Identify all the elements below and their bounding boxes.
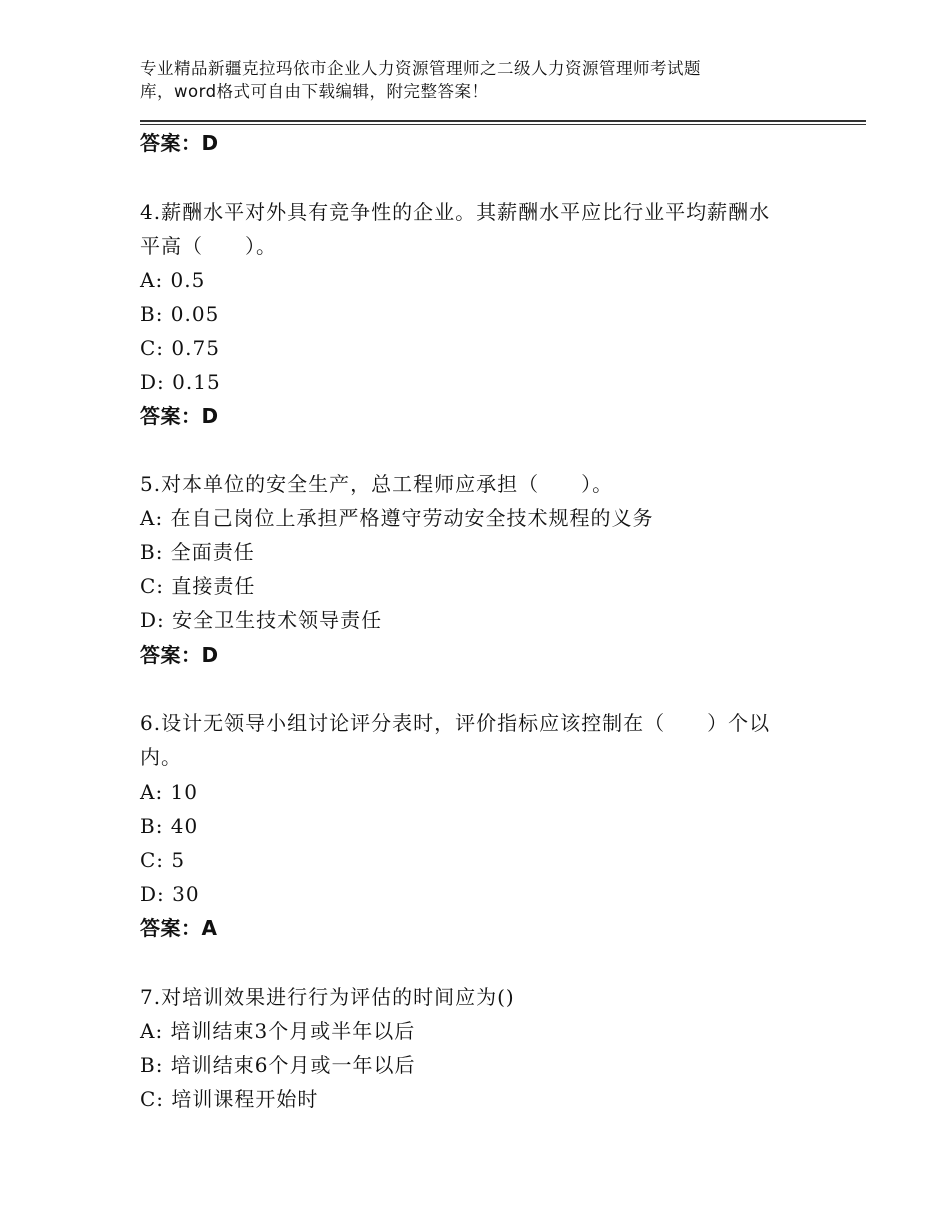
option-b: B: 0.05 (140, 302, 220, 326)
option-b: B: 全面责任 (140, 540, 255, 564)
question-stem: 7.对培训效果进行行为评估的时间应为() (140, 985, 515, 1009)
header-line-1: 专业精品新疆克拉玛依市企业人力资源管理师之二级人力资源管理师考试题 (140, 59, 701, 78)
document-header (140, 57, 840, 103)
answer-label: 答案：D (140, 643, 219, 667)
header-line-2: 库，word格式可自由下载编辑，附完整答案！ (140, 82, 489, 101)
header-rule-thin (140, 124, 866, 125)
question-stem: 平高（ ）。 (140, 234, 277, 258)
option-c: C: 0.75 (140, 336, 220, 360)
option-c: C: 5 (140, 848, 186, 872)
question-stem: 5.对本单位的安全生产，总工程师应承担（ ）。 (140, 472, 614, 496)
option-a: A: 培训结束3个月或半年以后 (140, 1019, 416, 1043)
answer-label: 答案：A (140, 916, 218, 940)
option-b: B: 培训结束6个月或一年以后 (140, 1053, 416, 1077)
question-stem: 6.设计无领导小组讨论评分表时，评价指标应该控制在（ ）个以 (140, 711, 771, 735)
option-d: D: 0.15 (140, 370, 221, 394)
option-d: D: 30 (140, 882, 200, 906)
answer-label: 答案：D (140, 131, 219, 155)
question-stem: 内。 (140, 745, 182, 769)
answer-label: 答案：D (140, 404, 219, 428)
header-rule-thick (140, 120, 866, 122)
question-stem: 4.薪酬水平对外具有竞争性的企业。其薪酬水平应比行业平均薪酬水 (140, 200, 771, 224)
option-d: D: 安全卫生技术领导责任 (140, 608, 383, 632)
option-a: A: 在自己岗位上承担严格遵守劳动安全技术规程的义务 (140, 506, 654, 530)
option-b: B: 40 (140, 814, 199, 838)
option-c: C: 培训课程开始时 (140, 1087, 319, 1111)
option-a: A: 10 (140, 780, 198, 804)
option-a: A: 0.5 (140, 268, 206, 292)
option-c: C: 直接责任 (140, 574, 256, 598)
